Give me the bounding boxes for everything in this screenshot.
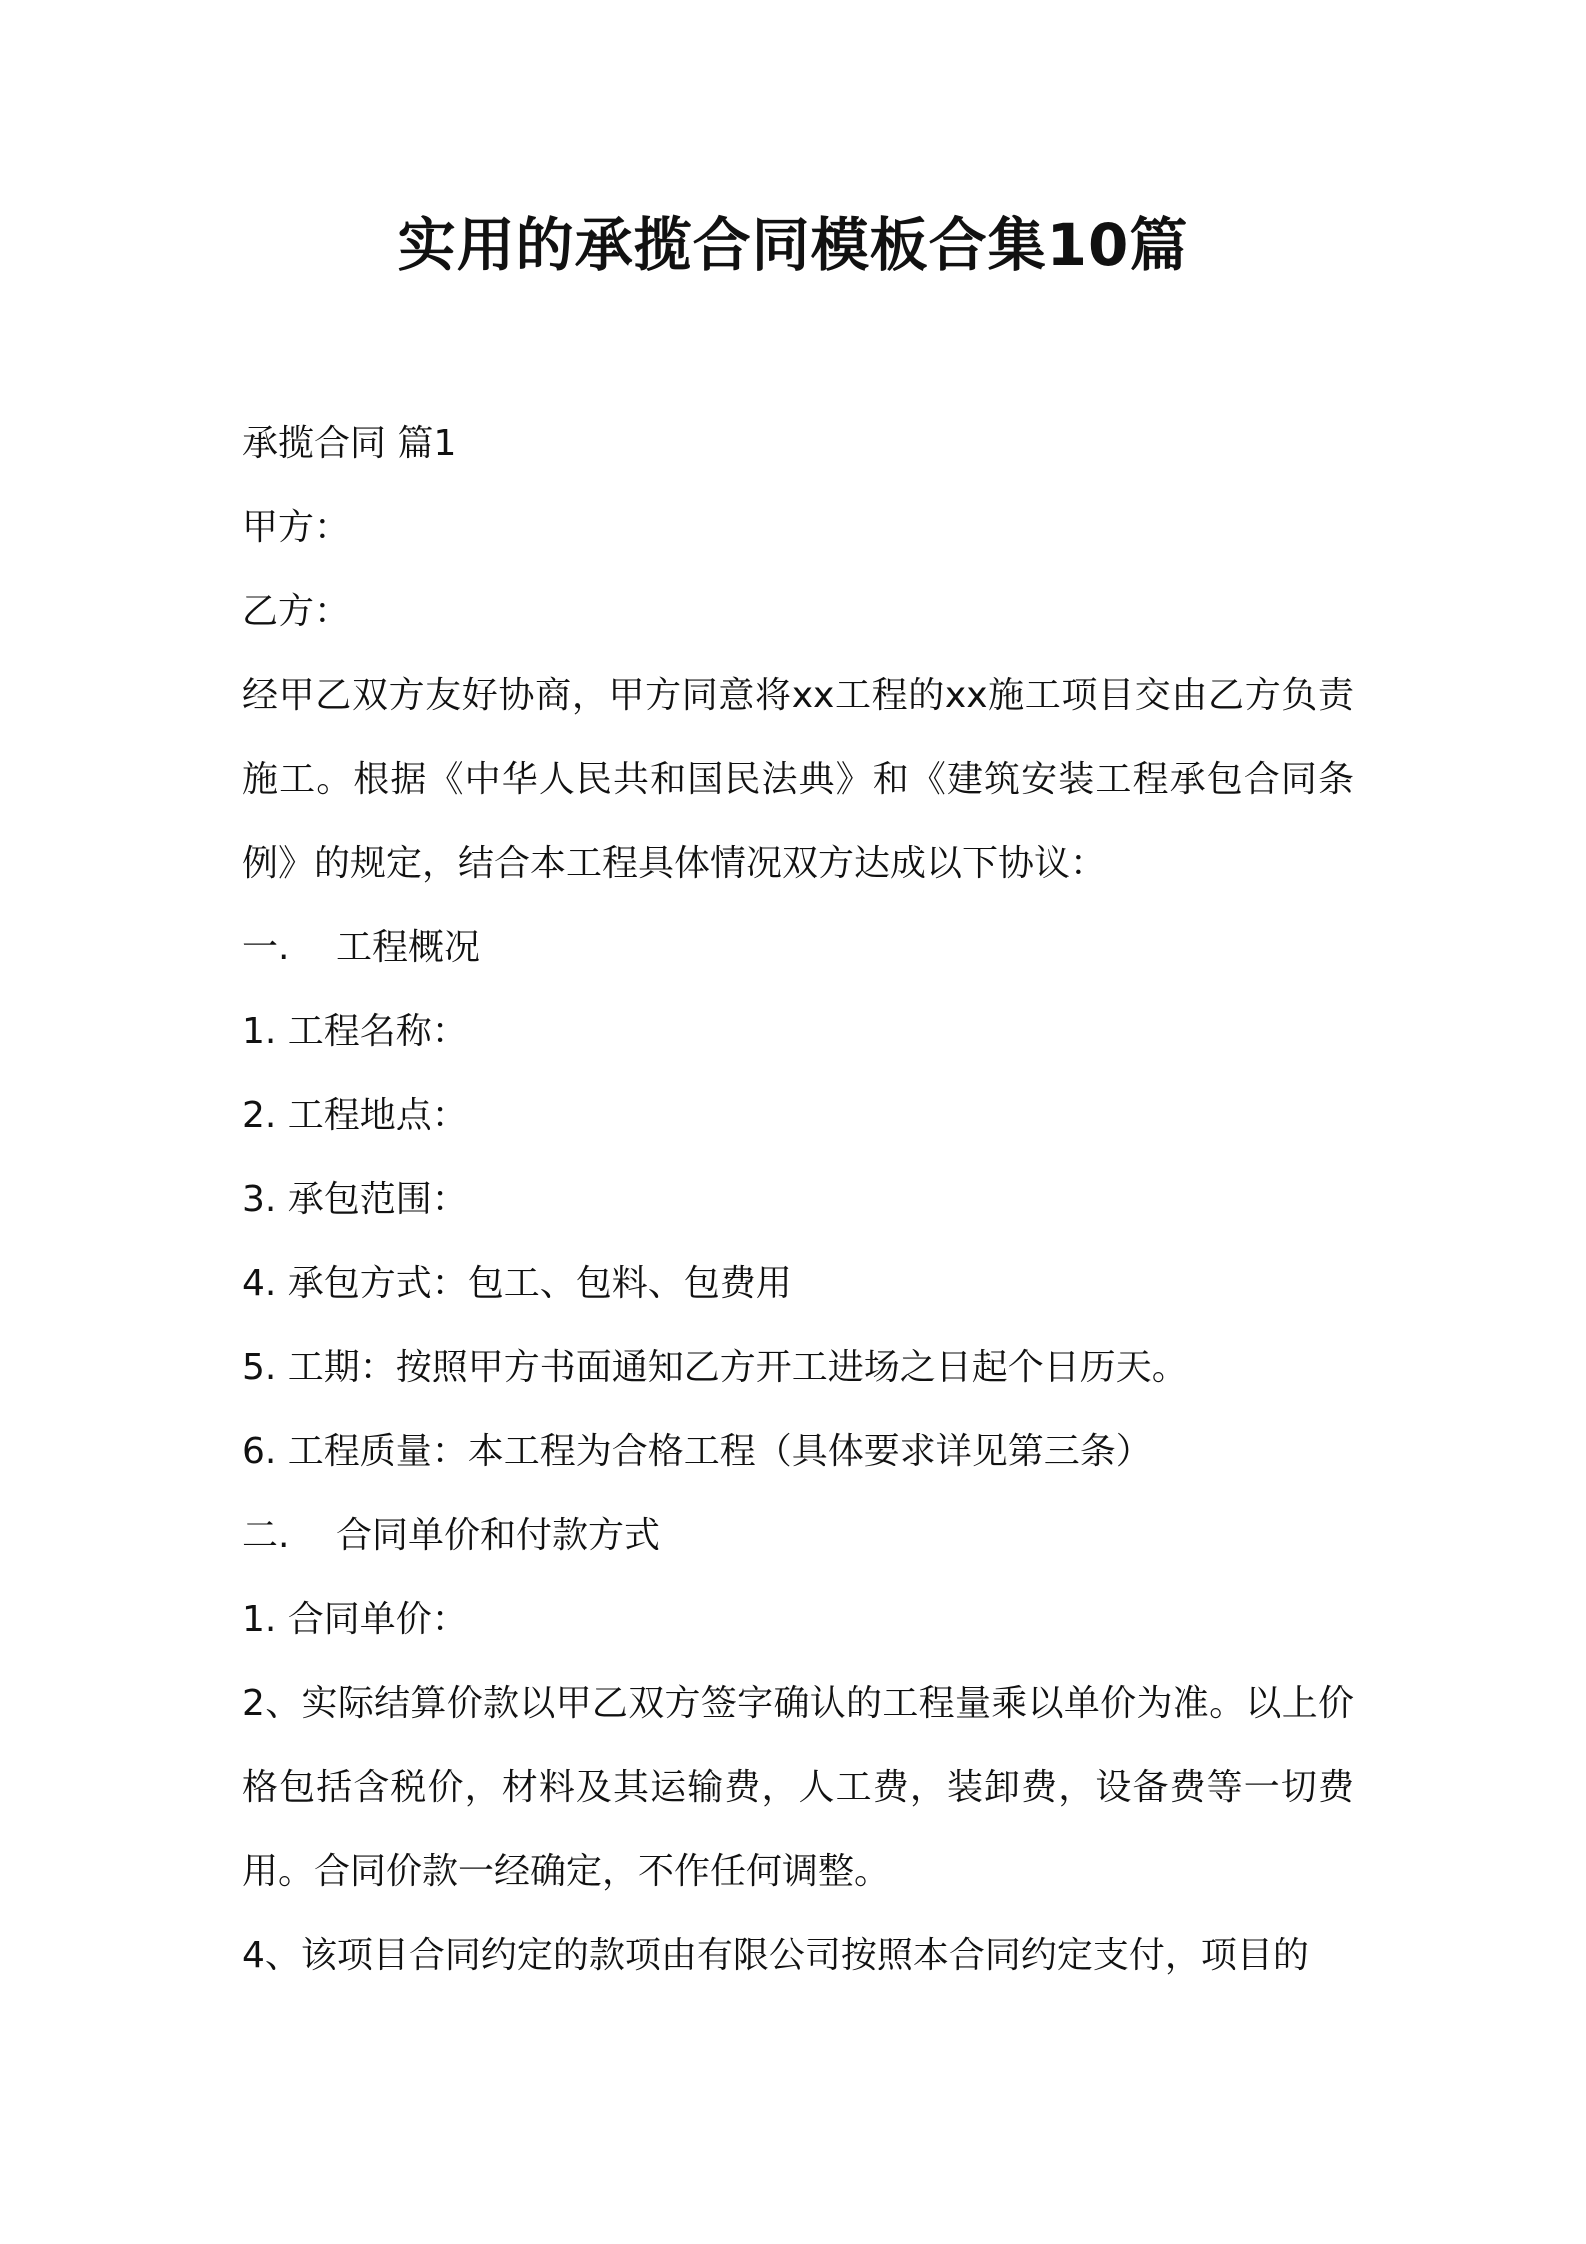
section-1-number: 一.	[242, 927, 290, 968]
section-2-heading	[242, 1494, 1354, 1578]
section-1-item: 3. 承包范围：	[242, 1179, 468, 1220]
document-title: 实用的承揽合同模板合集10篇	[397, 211, 1189, 279]
section-1-title: 工程概况	[336, 927, 481, 968]
party-a-label: 甲方：	[242, 507, 351, 548]
section-2-number: 二.	[242, 1515, 290, 1556]
section-1-item: 6. 工程质量：本工程为合格工程（具体要求详见第三条）	[242, 1431, 1152, 1472]
section-1-item: 4. 承包方式：包工、包料、包费用	[242, 1263, 792, 1304]
party-b-label: 乙方：	[242, 591, 351, 632]
section-2-item: 1. 合同单价：	[242, 1599, 468, 1640]
section-1-item: 1. 工程名称：	[242, 1011, 468, 1052]
intro-paragraph: 经甲乙双方友好协商，甲方同意将xx工程的xx施工项目交由乙方负责施工。根据《中华人民共和国民法典》和《建筑安装工程承包合同条例》的规定，结合本工程具体情况双方达成以下协议：	[242, 675, 1354, 884]
contract-subtitle: 承揽合同 篇1	[242, 423, 457, 464]
section-1-item: 5. 工期：按照甲方书面通知乙方开工进场之日起个日历天。	[242, 1347, 1188, 1388]
section-2-item: 4、该项目合同约定的款项由有限公司按照本合同约定支付，项目的	[242, 1935, 1309, 1976]
section-1-item: 2. 工程地点：	[242, 1095, 468, 1136]
section-1-heading	[242, 906, 1354, 990]
section-2-paragraph: 2、实际结算价款以甲乙双方签字确认的工程量乘以单价为准。以上价格包括含税价，材料及其运输费，人工费，装卸费，设备费等一切费用。合同价款一经确定，不作任何调整。	[242, 1683, 1354, 1892]
document-body	[242, 402, 1354, 1998]
section-2-title: 合同单价和付款方式	[336, 1515, 661, 1556]
